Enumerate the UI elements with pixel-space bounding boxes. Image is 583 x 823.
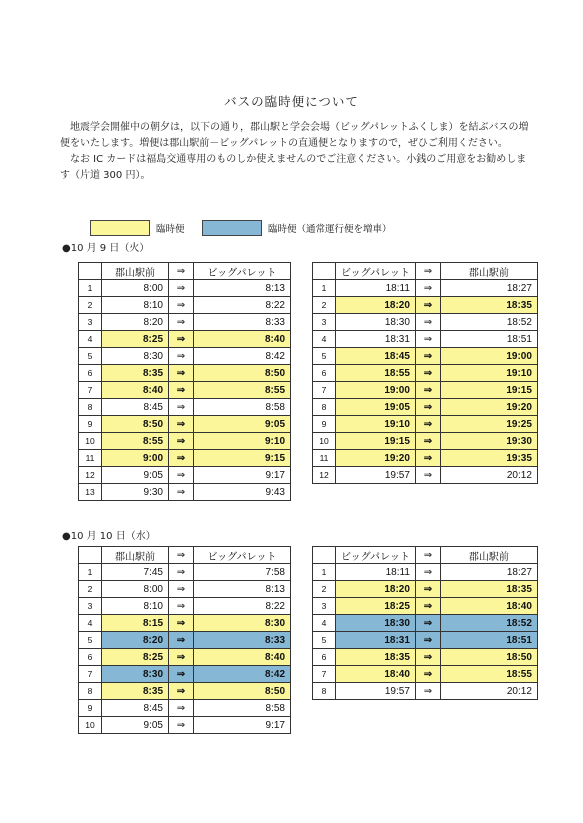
row-number: 5 <box>79 348 102 365</box>
table-header-row <box>79 263 291 280</box>
table-header-row <box>79 547 291 564</box>
departure-time: 8:30 <box>102 666 169 683</box>
departure-time: 18:11 <box>336 564 416 581</box>
departure-time: 18:25 <box>336 598 416 615</box>
row-number: 10 <box>79 717 102 734</box>
row-number: 2 <box>79 581 102 598</box>
arrow-cell: ⇒ <box>169 416 194 433</box>
table-row <box>79 717 291 734</box>
row-number: 6 <box>79 365 102 382</box>
table-row <box>313 365 538 382</box>
header-cell: 郡山駅前 <box>440 547 537 564</box>
row-number: 11 <box>313 450 336 467</box>
arrival-time: 19:00 <box>440 348 537 365</box>
arrival-time: 18:35 <box>440 581 537 598</box>
arrow-cell: ⇒ <box>169 280 194 297</box>
arrival-time: 19:10 <box>440 365 537 382</box>
table-row <box>79 683 291 700</box>
table-row <box>79 280 291 297</box>
departure-time: 18:31 <box>336 632 416 649</box>
table-row <box>313 280 538 297</box>
table-row <box>79 700 291 717</box>
departure-time: 9:05 <box>102 467 169 484</box>
timetable-oct10-morning <box>78 546 291 734</box>
header-cell: ⇒ <box>169 547 194 564</box>
row-number: 5 <box>79 632 102 649</box>
row-number: 4 <box>313 615 336 632</box>
table-row <box>313 416 538 433</box>
table-row <box>79 564 291 581</box>
arrival-time: 20:12 <box>440 467 537 484</box>
arrow-cell: ⇒ <box>169 615 194 632</box>
table-row <box>313 433 538 450</box>
header-cell: ⇒ <box>169 263 194 280</box>
table-row <box>313 598 538 615</box>
arrow-cell: ⇒ <box>415 297 440 314</box>
legend-item-yellow <box>90 220 185 236</box>
row-number: 3 <box>79 598 102 615</box>
arrival-time: 8:50 <box>194 365 291 382</box>
table-row <box>79 314 291 331</box>
timetable-oct9-morning <box>78 262 291 501</box>
departure-time: 18:31 <box>336 331 416 348</box>
legend-label-blue: 臨時便（通常運行便を増車） <box>268 224 392 235</box>
departure-time: 18:45 <box>336 348 416 365</box>
header-cell: ビッグパレット <box>194 547 291 564</box>
table-row <box>79 581 291 598</box>
page-title: バスの臨時便について <box>224 94 359 109</box>
intro-text <box>60 120 535 184</box>
arrival-time: 9:05 <box>194 416 291 433</box>
arrow-cell: ⇒ <box>169 632 194 649</box>
table-row <box>79 484 291 501</box>
departure-time: 8:10 <box>102 598 169 615</box>
row-number: 1 <box>79 280 102 297</box>
table-row <box>313 399 538 416</box>
day-label: ●10 月 10 日（水） <box>62 531 156 542</box>
table-header-row <box>313 263 538 280</box>
arrival-time: 8:42 <box>194 348 291 365</box>
arrow-cell: ⇒ <box>169 331 194 348</box>
legend-label-yellow: 臨時便 <box>156 224 185 235</box>
table-row <box>79 615 291 632</box>
arrival-time: 8:13 <box>194 581 291 598</box>
arrival-time: 8:40 <box>194 331 291 348</box>
arrival-time: 18:27 <box>440 280 537 297</box>
departure-time: 19:10 <box>336 416 416 433</box>
arrow-cell: ⇒ <box>415 331 440 348</box>
arrow-cell: ⇒ <box>415 615 440 632</box>
arrival-time: 8:50 <box>194 683 291 700</box>
header-cell-blank <box>313 547 336 564</box>
departure-time: 9:30 <box>102 484 169 501</box>
arrow-cell: ⇒ <box>169 700 194 717</box>
table-row <box>79 666 291 683</box>
arrival-time: 8:58 <box>194 399 291 416</box>
arrival-time: 9:43 <box>194 484 291 501</box>
arrival-time: 8:33 <box>194 632 291 649</box>
departure-time: 8:25 <box>102 649 169 666</box>
departure-time: 19:57 <box>336 683 416 700</box>
table-row <box>313 564 538 581</box>
row-number: 9 <box>313 416 336 433</box>
arrival-time: 19:20 <box>440 399 537 416</box>
table-row <box>79 382 291 399</box>
arrow-cell: ⇒ <box>415 348 440 365</box>
row-number: 4 <box>313 331 336 348</box>
arrow-cell: ⇒ <box>169 399 194 416</box>
arrow-cell: ⇒ <box>169 467 194 484</box>
legend-swatch-yellow <box>90 220 150 236</box>
row-number: 6 <box>313 365 336 382</box>
arrival-time: 7:58 <box>194 564 291 581</box>
arrow-cell: ⇒ <box>169 297 194 314</box>
arrow-cell: ⇒ <box>415 314 440 331</box>
row-number: 7 <box>79 666 102 683</box>
departure-time: 18:35 <box>336 649 416 666</box>
row-number: 1 <box>313 280 336 297</box>
row-number: 10 <box>313 433 336 450</box>
arrival-time: 19:35 <box>440 450 537 467</box>
row-number: 7 <box>79 382 102 399</box>
row-number: 2 <box>313 297 336 314</box>
table-row <box>79 365 291 382</box>
header-cell: ビッグパレット <box>336 547 416 564</box>
row-number: 1 <box>313 564 336 581</box>
arrival-time: 18:52 <box>440 615 537 632</box>
arrow-cell: ⇒ <box>415 450 440 467</box>
row-number: 4 <box>79 615 102 632</box>
departure-time: 18:30 <box>336 314 416 331</box>
arrival-time: 9:17 <box>194 467 291 484</box>
departure-time: 18:20 <box>336 581 416 598</box>
header-cell: ⇒ <box>415 263 440 280</box>
arrival-time: 18:52 <box>440 314 537 331</box>
table-row <box>313 467 538 484</box>
arrival-time: 19:30 <box>440 433 537 450</box>
row-number: 7 <box>313 666 336 683</box>
arrival-time: 8:42 <box>194 666 291 683</box>
header-cell: ビッグパレット <box>336 263 416 280</box>
departure-time: 8:30 <box>102 348 169 365</box>
table-row <box>313 683 538 700</box>
table-header-row <box>313 547 538 564</box>
arrow-cell: ⇒ <box>169 683 194 700</box>
row-number: 6 <box>313 649 336 666</box>
row-number: 8 <box>79 683 102 700</box>
arrival-time: 20:12 <box>440 683 537 700</box>
arrival-time: 8:33 <box>194 314 291 331</box>
timetable-oct9-evening <box>312 262 538 484</box>
row-number: 8 <box>79 399 102 416</box>
arrival-time: 18:51 <box>440 331 537 348</box>
header-cell: ⇒ <box>415 547 440 564</box>
table-row <box>313 348 538 365</box>
header-cell: 郡山駅前 <box>440 263 537 280</box>
departure-time: 18:11 <box>336 280 416 297</box>
arrow-cell: ⇒ <box>169 348 194 365</box>
header-cell-blank <box>79 547 102 564</box>
departure-time: 19:57 <box>336 467 416 484</box>
row-number: 7 <box>313 382 336 399</box>
arrival-time: 8:40 <box>194 649 291 666</box>
row-number: 3 <box>313 314 336 331</box>
intro-paragraph: 地震学会開催中の朝夕は，以下の通り，郡山駅と学会会場（ビッグパレットふくしま）を結ぶバスの増便をいたします。増便は郡山駅前－ビッグパレットの直通便となりますので，ぜひご利用ください。 <box>60 122 529 149</box>
timetable-oct10-evening <box>312 546 538 700</box>
table-row <box>79 467 291 484</box>
arrival-time: 19:25 <box>440 416 537 433</box>
row-number: 8 <box>313 683 336 700</box>
arrival-time: 9:10 <box>194 433 291 450</box>
row-number: 2 <box>313 581 336 598</box>
arrow-cell: ⇒ <box>169 666 194 683</box>
arrow-cell: ⇒ <box>169 598 194 615</box>
departure-time: 8:00 <box>102 581 169 598</box>
arrival-time: 8:58 <box>194 700 291 717</box>
arrow-cell: ⇒ <box>415 649 440 666</box>
table-row <box>79 450 291 467</box>
departure-time: 18:20 <box>336 297 416 314</box>
arrow-cell: ⇒ <box>169 365 194 382</box>
table-row <box>79 632 291 649</box>
row-number: 8 <box>313 399 336 416</box>
table-row <box>313 581 538 598</box>
departure-time: 8:20 <box>102 632 169 649</box>
table-row <box>79 331 291 348</box>
row-number: 3 <box>79 314 102 331</box>
table-row <box>313 632 538 649</box>
row-number: 2 <box>79 297 102 314</box>
departure-time: 19:05 <box>336 399 416 416</box>
arrow-cell: ⇒ <box>415 564 440 581</box>
header-cell-blank <box>313 263 336 280</box>
arrow-cell: ⇒ <box>169 717 194 734</box>
header-cell: 郡山駅前 <box>102 263 169 280</box>
row-number: 5 <box>313 632 336 649</box>
arrow-cell: ⇒ <box>415 365 440 382</box>
arrow-cell: ⇒ <box>415 416 440 433</box>
table-row <box>79 649 291 666</box>
table-row <box>313 382 538 399</box>
table-row <box>313 666 538 683</box>
intro-paragraph: なお IC カードは福島交通専用のものしか使えませんのでご注意ください。小銭のご用意をお勧めします（片道 300 円）。 <box>60 154 527 181</box>
arrow-cell: ⇒ <box>415 632 440 649</box>
departure-time: 8:35 <box>102 683 169 700</box>
table-row <box>79 297 291 314</box>
departure-time: 8:15 <box>102 615 169 632</box>
row-number: 5 <box>313 348 336 365</box>
departure-time: 7:45 <box>102 564 169 581</box>
departure-time: 9:00 <box>102 450 169 467</box>
table-row <box>79 433 291 450</box>
table-row <box>79 598 291 615</box>
table-row <box>79 348 291 365</box>
departure-time: 8:25 <box>102 331 169 348</box>
departure-time: 18:30 <box>336 615 416 632</box>
arrow-cell: ⇒ <box>169 564 194 581</box>
arrow-cell: ⇒ <box>169 433 194 450</box>
table-row <box>313 297 538 314</box>
arrival-time: 8:22 <box>194 297 291 314</box>
arrival-time: 18:35 <box>440 297 537 314</box>
arrow-cell: ⇒ <box>415 581 440 598</box>
departure-time: 19:00 <box>336 382 416 399</box>
departure-time: 19:20 <box>336 450 416 467</box>
table-row <box>79 416 291 433</box>
departure-time: 18:40 <box>336 666 416 683</box>
row-number: 6 <box>79 649 102 666</box>
arrow-cell: ⇒ <box>169 649 194 666</box>
table-row <box>313 450 538 467</box>
arrow-cell: ⇒ <box>415 399 440 416</box>
table-row <box>313 314 538 331</box>
arrival-time: 8:22 <box>194 598 291 615</box>
arrival-time: 19:15 <box>440 382 537 399</box>
arrival-time: 18:27 <box>440 564 537 581</box>
arrow-cell: ⇒ <box>415 280 440 297</box>
arrow-cell: ⇒ <box>169 581 194 598</box>
arrow-cell: ⇒ <box>169 314 194 331</box>
departure-time: 8:50 <box>102 416 169 433</box>
row-number: 1 <box>79 564 102 581</box>
arrival-time: 18:40 <box>440 598 537 615</box>
arrival-time: 8:30 <box>194 615 291 632</box>
departure-time: 18:55 <box>336 365 416 382</box>
arrival-time: 18:50 <box>440 649 537 666</box>
arrow-cell: ⇒ <box>169 484 194 501</box>
departure-time: 8:45 <box>102 399 169 416</box>
header-cell-blank <box>79 263 102 280</box>
arrival-time: 9:17 <box>194 717 291 734</box>
row-number: 13 <box>79 484 102 501</box>
row-number: 10 <box>79 433 102 450</box>
arrow-cell: ⇒ <box>415 666 440 683</box>
row-number: 11 <box>79 450 102 467</box>
legend-item-blue <box>202 220 392 236</box>
table-row <box>313 649 538 666</box>
arrow-cell: ⇒ <box>415 467 440 484</box>
departure-time: 8:40 <box>102 382 169 399</box>
departure-time: 19:15 <box>336 433 416 450</box>
arrow-cell: ⇒ <box>415 382 440 399</box>
departure-time: 8:20 <box>102 314 169 331</box>
row-number: 9 <box>79 416 102 433</box>
arrow-cell: ⇒ <box>169 382 194 399</box>
row-number: 3 <box>313 598 336 615</box>
departure-time: 8:35 <box>102 365 169 382</box>
arrival-time: 18:51 <box>440 632 537 649</box>
departure-time: 8:10 <box>102 297 169 314</box>
arrow-cell: ⇒ <box>415 683 440 700</box>
departure-time: 9:05 <box>102 717 169 734</box>
arrival-time: 8:13 <box>194 280 291 297</box>
header-cell: 郡山駅前 <box>102 547 169 564</box>
departure-time: 8:00 <box>102 280 169 297</box>
departure-time: 8:55 <box>102 433 169 450</box>
arrival-time: 18:55 <box>440 666 537 683</box>
row-number: 4 <box>79 331 102 348</box>
legend-swatch-blue <box>202 220 262 236</box>
table-row <box>313 331 538 348</box>
row-number: 12 <box>313 467 336 484</box>
row-number: 9 <box>79 700 102 717</box>
arrival-time: 9:15 <box>194 450 291 467</box>
arrival-time: 8:55 <box>194 382 291 399</box>
departure-time: 8:45 <box>102 700 169 717</box>
header-cell: ビッグパレット <box>194 263 291 280</box>
day-label: ●10 月 9 日（火） <box>62 243 150 254</box>
arrow-cell: ⇒ <box>415 598 440 615</box>
row-number: 12 <box>79 467 102 484</box>
arrow-cell: ⇒ <box>415 433 440 450</box>
table-row <box>79 399 291 416</box>
arrow-cell: ⇒ <box>169 450 194 467</box>
table-row <box>313 615 538 632</box>
